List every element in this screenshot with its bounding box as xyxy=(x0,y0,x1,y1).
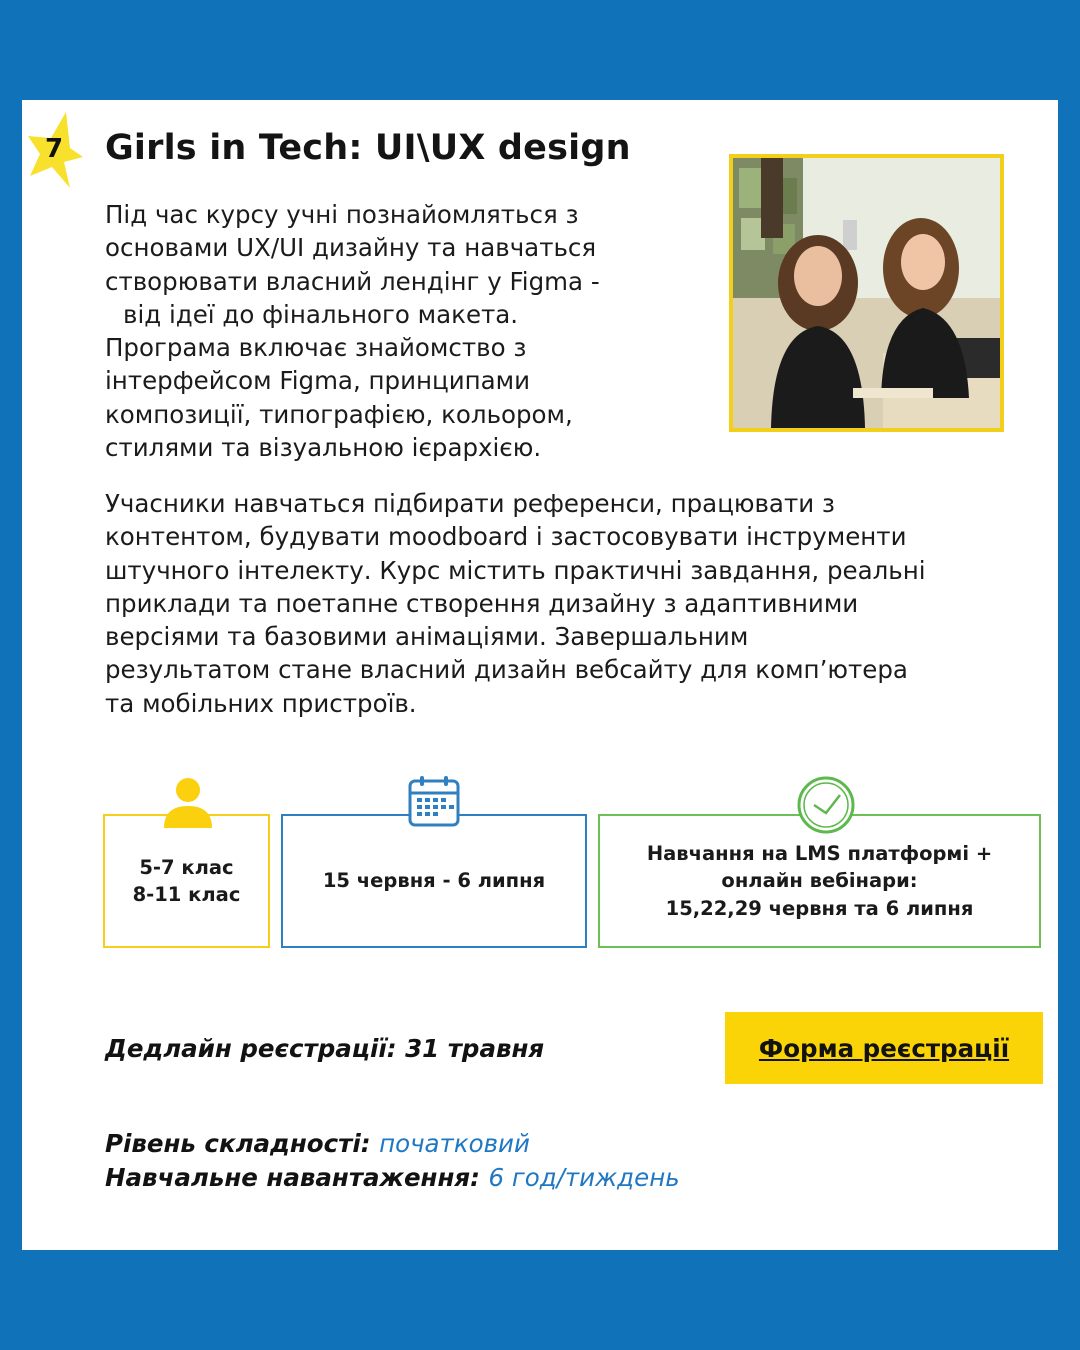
difficulty-value: початковий xyxy=(379,1129,530,1158)
registration-deadline: Дедлайн реєстрації: 31 травня xyxy=(105,1034,545,1063)
text-line: та мобільних пристроїв. xyxy=(105,688,417,718)
text-line: штучного інтелекту. Курс містить практичні завдання, реальні xyxy=(105,555,926,585)
text-line: Учасники навчаться підбирати референси, працювати з xyxy=(105,489,835,518)
study-load-value: 6 год/тиждень xyxy=(488,1163,680,1192)
course-number: 7 xyxy=(44,134,64,164)
clock-icon xyxy=(796,775,856,835)
calendar-icon xyxy=(406,773,462,829)
text-line: створювати власний лендінг у Figma - xyxy=(105,266,600,296)
user-icon xyxy=(160,774,216,830)
course-title: Girls in Tech: UI\UX design xyxy=(105,128,631,168)
grade-box xyxy=(103,814,270,948)
dates-box xyxy=(281,814,587,948)
format-text: Навчання на LMS платформі + xyxy=(646,841,993,865)
text-line: контентом, будувати moodboard і застосовувати інструменти xyxy=(105,522,907,552)
study-load xyxy=(105,1163,680,1192)
study-load-label: Навчальне навантаження: xyxy=(105,1163,480,1192)
grade-text: 5-7 клас xyxy=(139,855,234,879)
text-line: від ідеї до фінального макета. xyxy=(123,299,519,329)
grade-text: 8-11 клас xyxy=(132,883,241,906)
format-text: 15,22,29 червня та 6 липня xyxy=(665,896,974,920)
format-text: онлайн вебінари: xyxy=(721,869,918,893)
text-line: версіями та базовими анімаціями. Завершальним xyxy=(105,622,749,652)
text-line: стилями та візуальною ієрархією. xyxy=(105,433,542,463)
text-line: основами UX/UI дизайну та навчаться xyxy=(105,233,597,263)
dates-text: 15 червня - 6 липня xyxy=(322,869,546,893)
difficulty-label: Рівень складності: xyxy=(105,1129,371,1158)
description-paragraph-2 xyxy=(105,487,1055,720)
course-photo xyxy=(729,154,1004,432)
registration-form-label: Форма реєстрації xyxy=(758,1033,1010,1063)
text-line: приклади та поетапне створення дизайну з адаптивними xyxy=(105,588,859,618)
registration-form-button[interactable] xyxy=(725,1012,1043,1084)
difficulty-level xyxy=(105,1129,530,1158)
description-paragraph-1 xyxy=(105,198,725,464)
text-line: Під час курсу учні познайомляться з xyxy=(105,200,579,229)
text-line: інтерфейсом Figma, принципами xyxy=(105,366,531,396)
text-line: композиції, типографією, кольором, xyxy=(105,399,573,429)
text-line: Програма включає знайомство з xyxy=(105,333,527,363)
text-line: результатом стане власний дизайн вебсайту для комп’ютера xyxy=(105,655,908,685)
